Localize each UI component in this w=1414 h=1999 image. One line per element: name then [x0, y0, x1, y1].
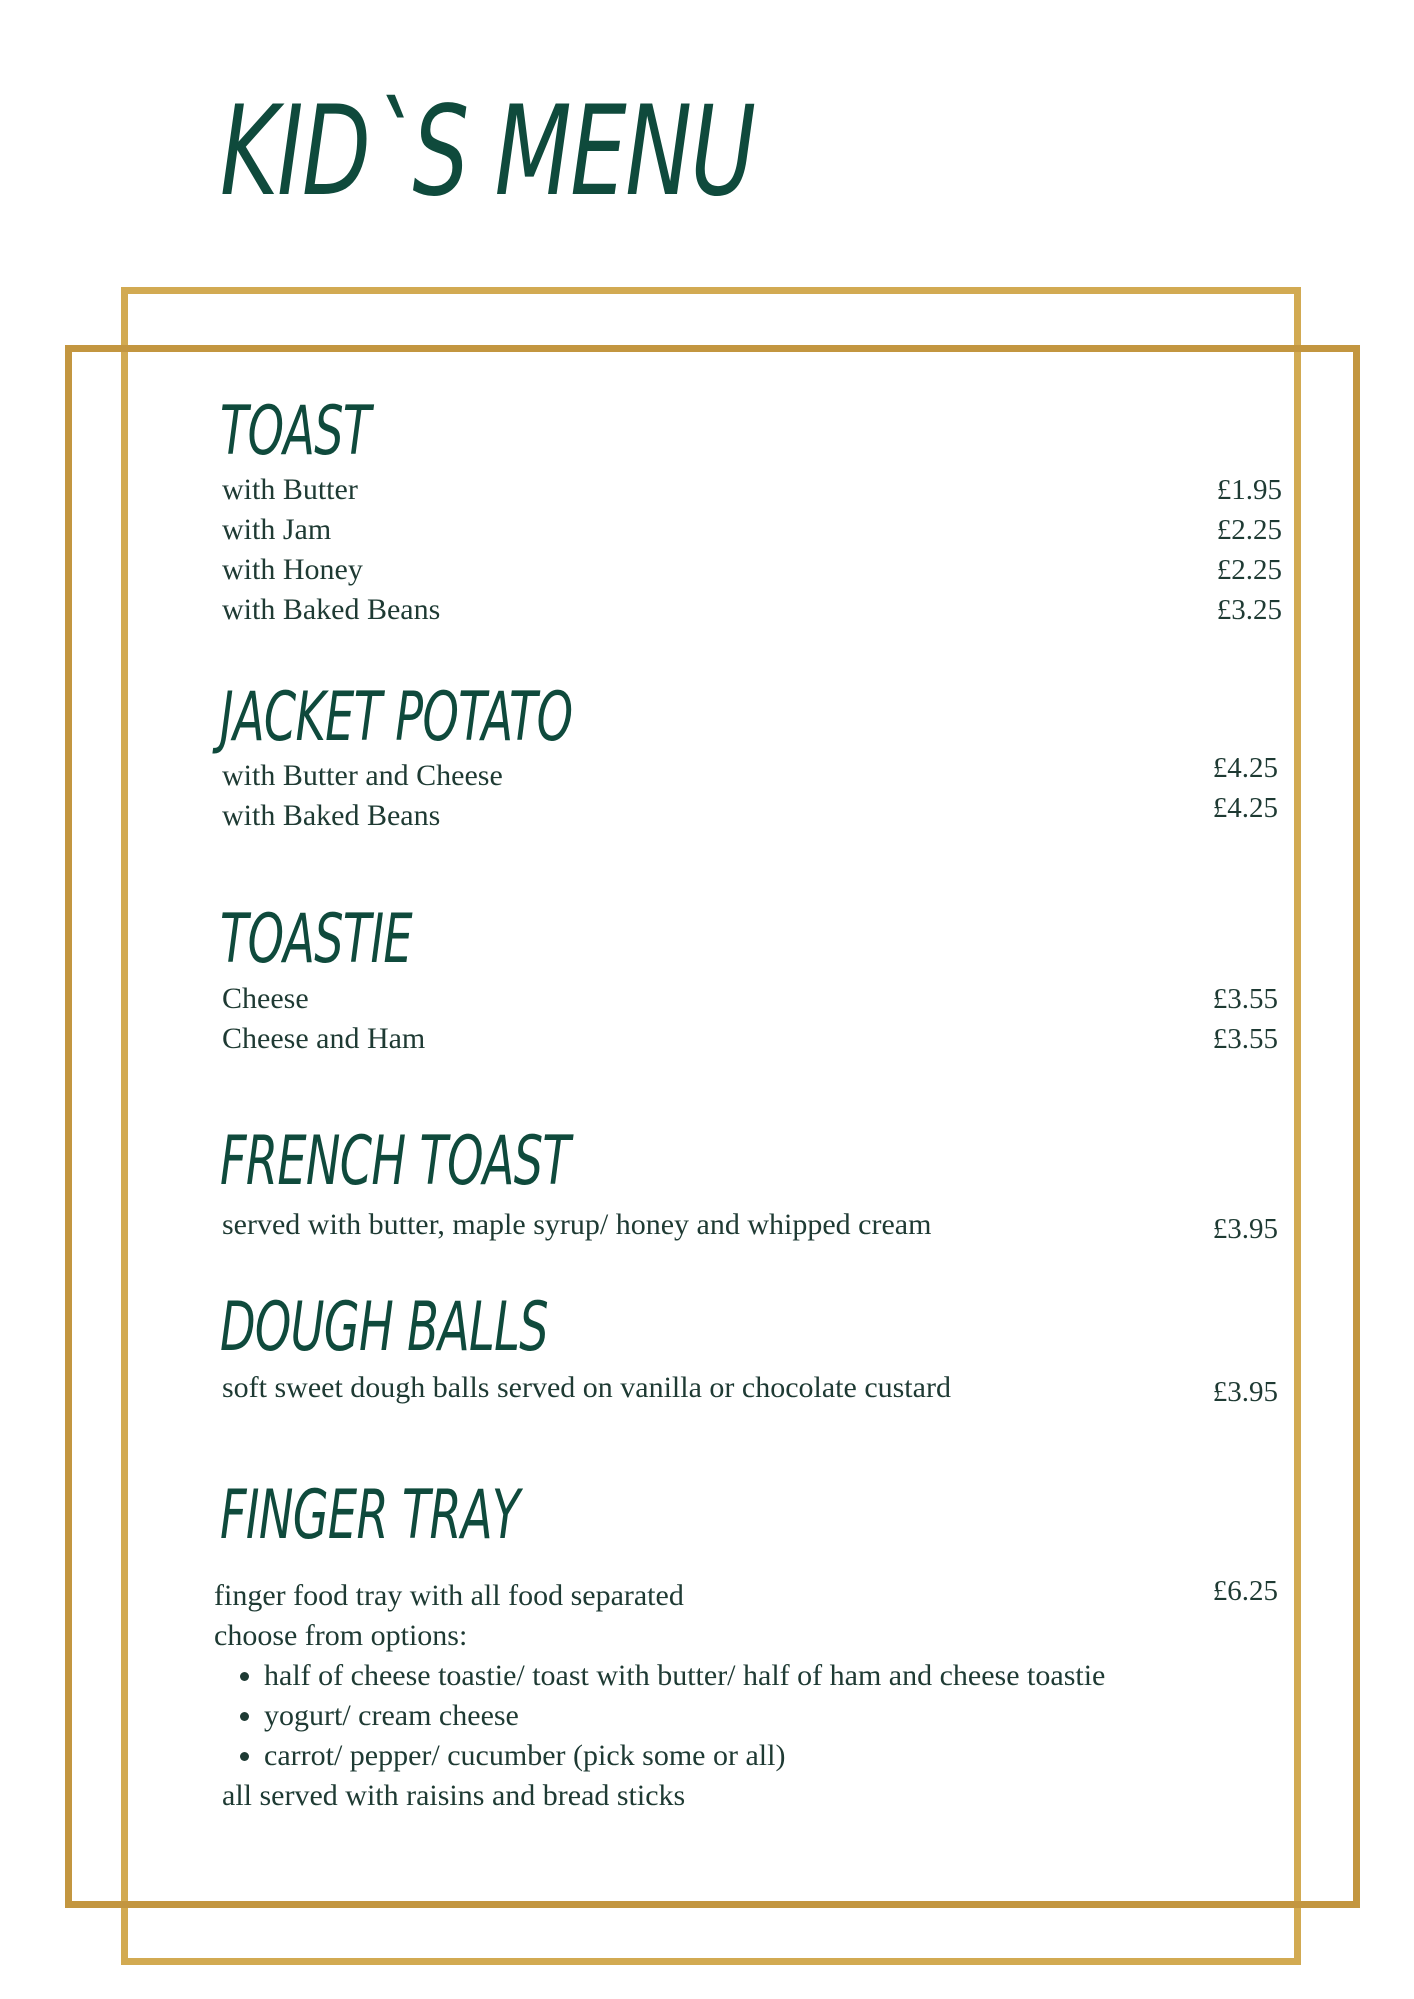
finger-tray-footer: all served with raisins and bread sticks [222, 1779, 686, 1812]
item-name: with Jam [222, 513, 332, 546]
section-heading-jacket-potato: JACKET POTATO [220, 678, 573, 757]
item-price: £6.25 [1212, 1575, 1278, 1607]
item-price: £1.95 [1216, 474, 1282, 506]
item-name: served with butter, maple syrup/ honey and whipped cream [222, 1208, 932, 1241]
item-name: with Baked Beans [222, 799, 441, 832]
list-item: • half of cheese toastie/ toast with butter/ half of ham and cheese toastie [264, 1656, 1284, 1696]
finger-tray-description [214, 1576, 1284, 1816]
item-name: Cheese [222, 982, 309, 1015]
item-price: £3.25 [1216, 594, 1282, 626]
item-price: £4.25 [1212, 792, 1278, 824]
menu-item [222, 979, 1282, 1019]
finger-tray-intro: finger food tray with all food separated [214, 1579, 684, 1612]
item-name: with Baked Beans [222, 593, 441, 626]
menu-title: KID`S MENU [220, 80, 755, 224]
item-price: £2.25 [1216, 514, 1282, 546]
menu-item [222, 1019, 1282, 1059]
section-heading-finger-tray: FINGER TRAY [220, 1476, 520, 1555]
section-heading-toastie: TOASTIE [220, 900, 412, 979]
item-price: £3.55 [1212, 983, 1278, 1015]
menu-item [222, 1368, 1282, 1408]
item-price: £3.55 [1212, 1023, 1278, 1055]
section-heading-toast: TOAST [220, 392, 371, 471]
item-name: Cheese and Ham [222, 1022, 426, 1055]
menu-item [222, 752, 1282, 796]
item-name: with Butter and Cheese [222, 759, 503, 792]
item-name: soft sweet dough balls served on vanilla or chocolate custard [222, 1371, 951, 1404]
menu-item [222, 510, 1282, 550]
section-heading-french-toast: FRENCH TOAST [220, 1122, 570, 1201]
item-price: £2.25 [1216, 554, 1282, 586]
item-price: £3.95 [1212, 1376, 1278, 1408]
menu-item [222, 470, 1282, 510]
finger-tray-choose: choose from options: [214, 1619, 468, 1652]
menu-item [222, 590, 1282, 630]
menu-item [222, 1205, 1282, 1245]
menu-item [222, 792, 1282, 836]
item-price: £4.25 [1212, 752, 1278, 784]
item-name: with Butter [222, 473, 358, 506]
list-item: • yogurt/ cream cheese [264, 1696, 1284, 1736]
item-name: with Honey [222, 553, 363, 586]
item-price: £3.95 [1212, 1213, 1278, 1245]
menu-item [222, 550, 1282, 590]
list-item: • carrot/ pepper/ cucumber (pick some or all) [264, 1736, 1284, 1776]
section-heading-dough-balls: DOUGH BALLS [220, 1288, 548, 1367]
finger-tray-options [214, 1656, 1284, 1776]
